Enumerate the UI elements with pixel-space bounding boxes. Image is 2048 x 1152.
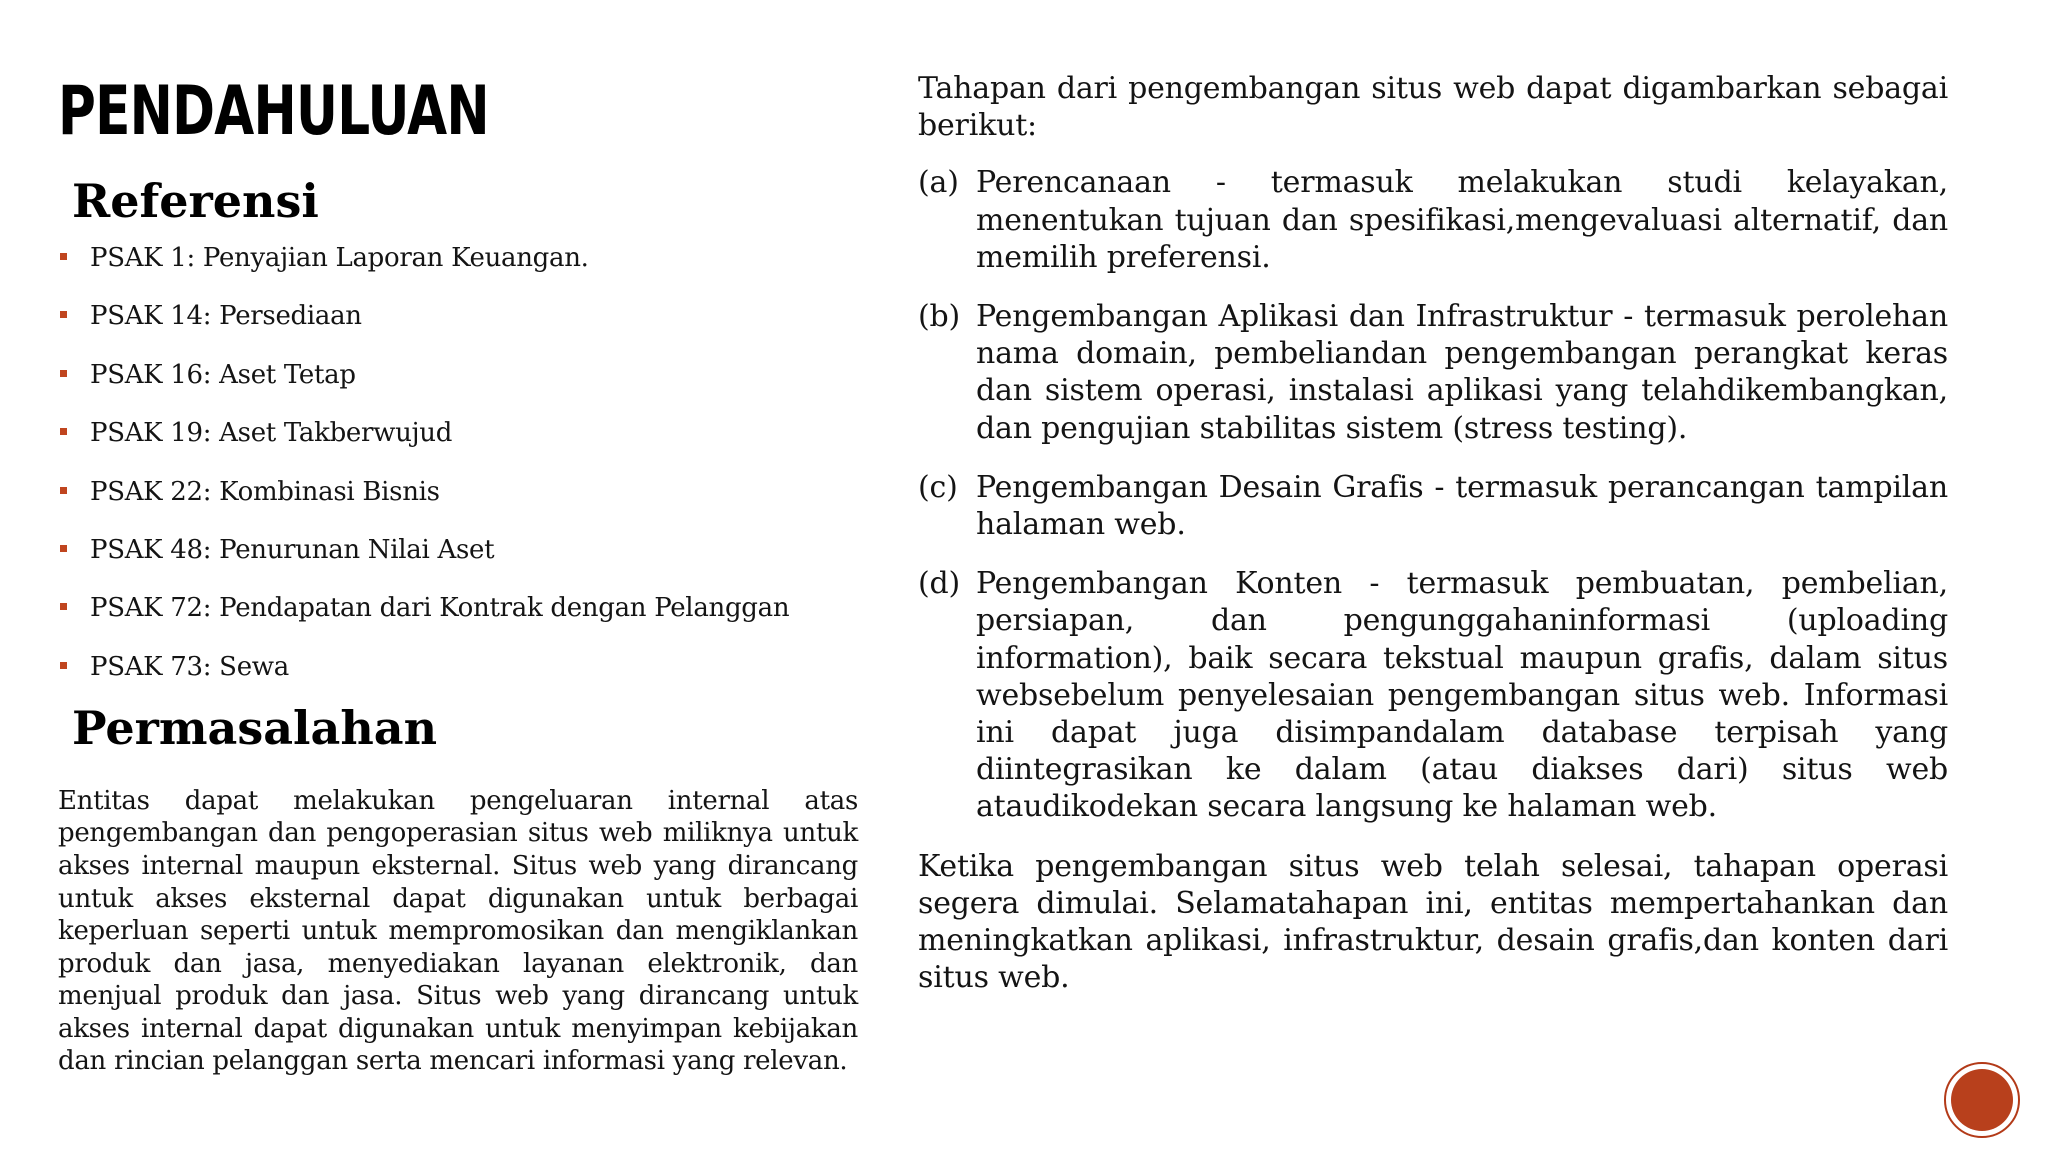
problem-heading: Permasalahan [72, 700, 438, 755]
reference-item [58, 474, 858, 510]
references-heading: Referensi [72, 174, 319, 228]
stage-label: (d) [918, 566, 961, 602]
slide-title: PENDAHULUAN [58, 72, 489, 151]
circle-nav-fill [1951, 1069, 2013, 1131]
stage-label: (b) [918, 299, 961, 335]
reference-text: PSAK 72: Pendapatan dari Kontrak dengan Pelanggan [90, 593, 790, 624]
reference-text: PSAK 48: Penurunan Nilai Aset [90, 534, 495, 565]
square-bullet-icon [60, 311, 67, 318]
problem-paragraph: Entitas dapat melakukan pengeluaran internal atas pengembangan dan pengoperasian situs web miliknya untuk akses internal maupun eksternal. Situs web yang dirancang untuk akses eksternal dapat digunakan untuk berbagai keperluan seperti untuk mempromosikan dan mengiklankan produk dan jasa, menyediakan layanan elektronik, dan menjual produk dan jasa. Situs web yang dirancang untuk akses internal dapat digunakan untuk menyimpan kebijakan dan rincian pelanggan serta mencari informasi yang relevan. [58, 785, 858, 1077]
stages-intro: Tahapan dari pengembangan situs web dapat digambarkan sebagai berikut: [918, 71, 1948, 144]
reference-item [58, 532, 858, 568]
reference-text: PSAK 1: Penyajian Laporan Keuangan. [90, 243, 589, 273]
reference-item [58, 649, 858, 685]
reference-text: PSAK 73: Sewa [90, 651, 289, 682]
stage-text: Pengembangan Aplikasi dan Infrastruktur - termasuk perolehan nama domain, pembeliandan pengembangan perangkat keras dan sistem operasi, instalasi aplikasi yang telahdikembangkan, dan pengujian stabilitas sistem (stress testing). [976, 299, 1948, 446]
square-bullet-icon [60, 370, 67, 377]
square-bullet-icon [60, 545, 67, 552]
stage-text: Pengembangan Konten - termasuk pembuatan, pembelian, persiapan, dan pengunggahaninformasi (uploading information), baik secara tekstual maupun grafis, dalam situs websebelum penyelesaian pengembangan situs web. Informasi ini dapat juga disimpandalam database terpisah yang diintegrasikan ke dalam (atau diakses dari) situs web ataudikodekan secara langsung ke halaman web. [976, 566, 1948, 825]
reference-text: PSAK 19: Aset Takberwujud [90, 418, 453, 449]
square-bullet-icon [60, 487, 67, 494]
reference-item [58, 415, 858, 451]
reference-item [58, 590, 858, 626]
stage-label: (c) [918, 469, 958, 505]
stage-label: (a) [918, 165, 959, 201]
reference-item [58, 357, 858, 393]
stages-list [918, 164, 1948, 825]
reference-text: PSAK 22: Kombinasi Bisnis [90, 476, 440, 507]
circle-nav-icon[interactable] [1944, 1062, 2020, 1138]
left-column [58, 170, 858, 1078]
square-bullet-icon [60, 253, 67, 260]
reference-item [58, 298, 858, 334]
reference-item [58, 240, 858, 276]
stage-item [918, 298, 1948, 447]
right-column [918, 70, 1948, 996]
stage-text: Perencanaan - termasuk melakukan studi kelayakan, menentukan tujuan dan spesifikasi,mengevaluasi alternatif, dan memilih preferensi. [976, 165, 1948, 275]
square-bullet-icon [60, 603, 67, 610]
reference-text: PSAK 16: Aset Tetap [90, 359, 356, 390]
square-bullet-icon [60, 662, 67, 669]
square-bullet-icon [60, 428, 67, 435]
stage-item [918, 164, 1948, 276]
stages-closing: Ketika pengembangan situs web telah selesai, tahapan operasi segera dimulai. Selamatahapan ini, entitas mempertahankan dan meningkatkan aplikasi, infrastruktur, desain grafis,dan konten dari situs web. [918, 848, 1948, 996]
stage-item [918, 469, 1948, 543]
reference-text: PSAK 14: Persediaan [90, 301, 362, 332]
references-list [58, 240, 858, 685]
stage-item [918, 565, 1948, 825]
stage-text: Pengembangan Desain Grafis - termasuk perancangan tampilan halaman web. [976, 469, 1948, 543]
